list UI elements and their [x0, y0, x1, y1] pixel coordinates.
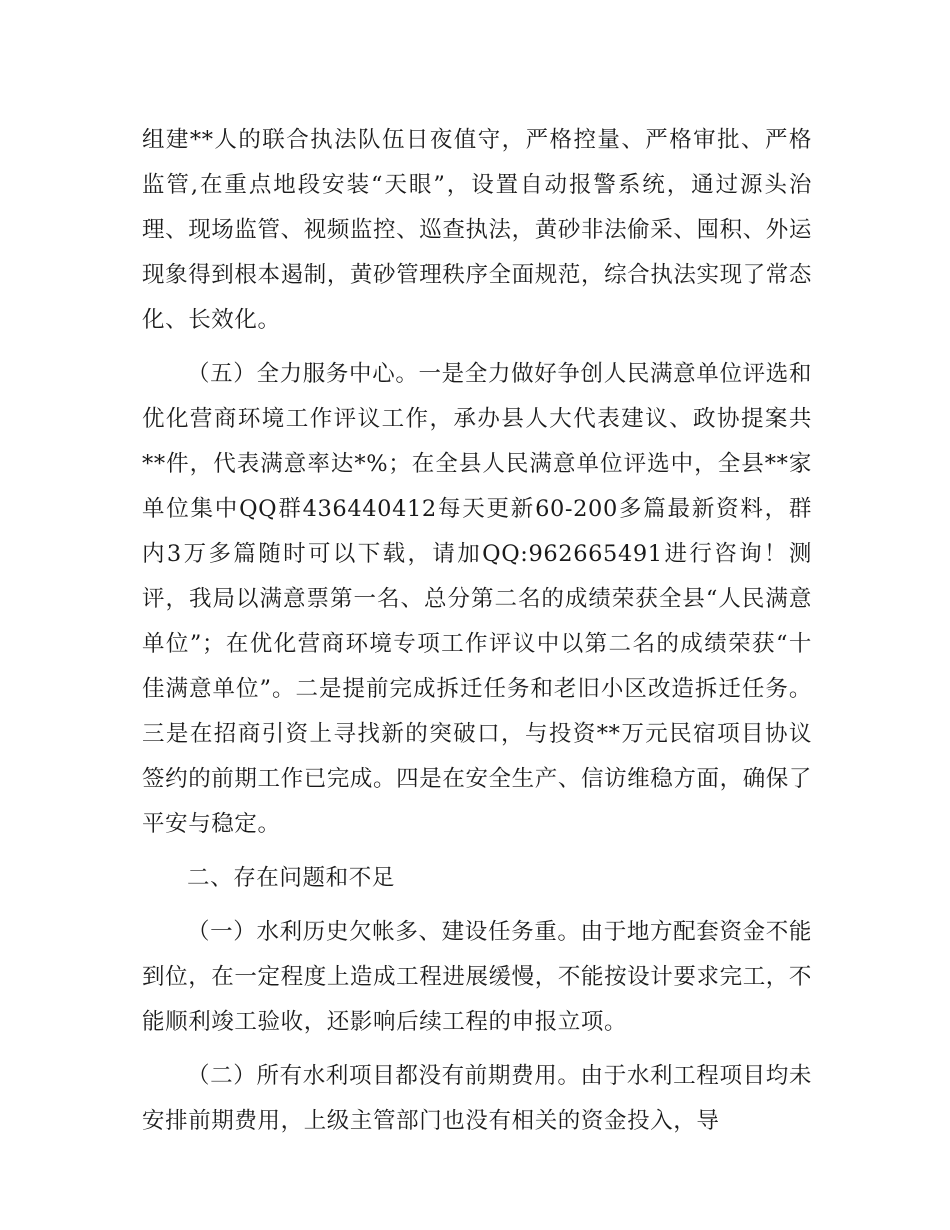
paragraph-service-center: （五）全力服务中心。一是全力做好争创人民满意单位评选和优化营商环境工作评议工作，承办县人大代表建议、政协提案共**件，代表满意率达*%；在全县人民满意单位评选中，全县**家单位集中QQ群436440412每天更新60-200多篇最新资料，群内3万多篇随时可以下载，请加QQ:962665491进行咨询！测评，我局以满意票第一名、总分第二名的成绩荣获全县“人民满意单位”；在优化营商环境专项工作评议中以第二名的成绩荣获“十佳满意单位”。二是提前完成拆迁任务和老旧小区改造拆迁任务。三是在招商引资上寻找新的突破口，与投资**万元民宿项目协议签约的前期工作已完成。四是在安全生产、信访维稳方面，确保了平安与稳定。 — [142, 361, 812, 837]
section-heading-problems: 二、存在问题和不足 — [187, 865, 395, 891]
document-body — [142, 118, 812, 1144]
paragraph-problem-one: （一）水利历史欠帐多、建设任务重。由于地方配套资金不能到位，在一定程度上造成工程进展缓慢，不能按设计要求完工，不能顺利竣工验收，还影响后续工程的申报立项。 — [142, 919, 812, 1035]
paragraph-problem-two: （二）所有水利项目都没有前期费用。由于水利工程项目均未安排前期费用，上级主管部门也没有相关的资金投入，导 — [142, 1063, 812, 1134]
paragraph-enforcement: 组建**人的联合执法队伍日夜值守，严格控量、严格审批、严格监管,在重点地段安装“天眼”，设置自动报警系统，通过源头治理、现场监管、视频监控、巡查执法，黄砂非法偷采、囤积、外运现象得到根本遏制，黄砂管理秩序全面规范，综合执法实现了常态化、长效化。 — [142, 127, 812, 333]
